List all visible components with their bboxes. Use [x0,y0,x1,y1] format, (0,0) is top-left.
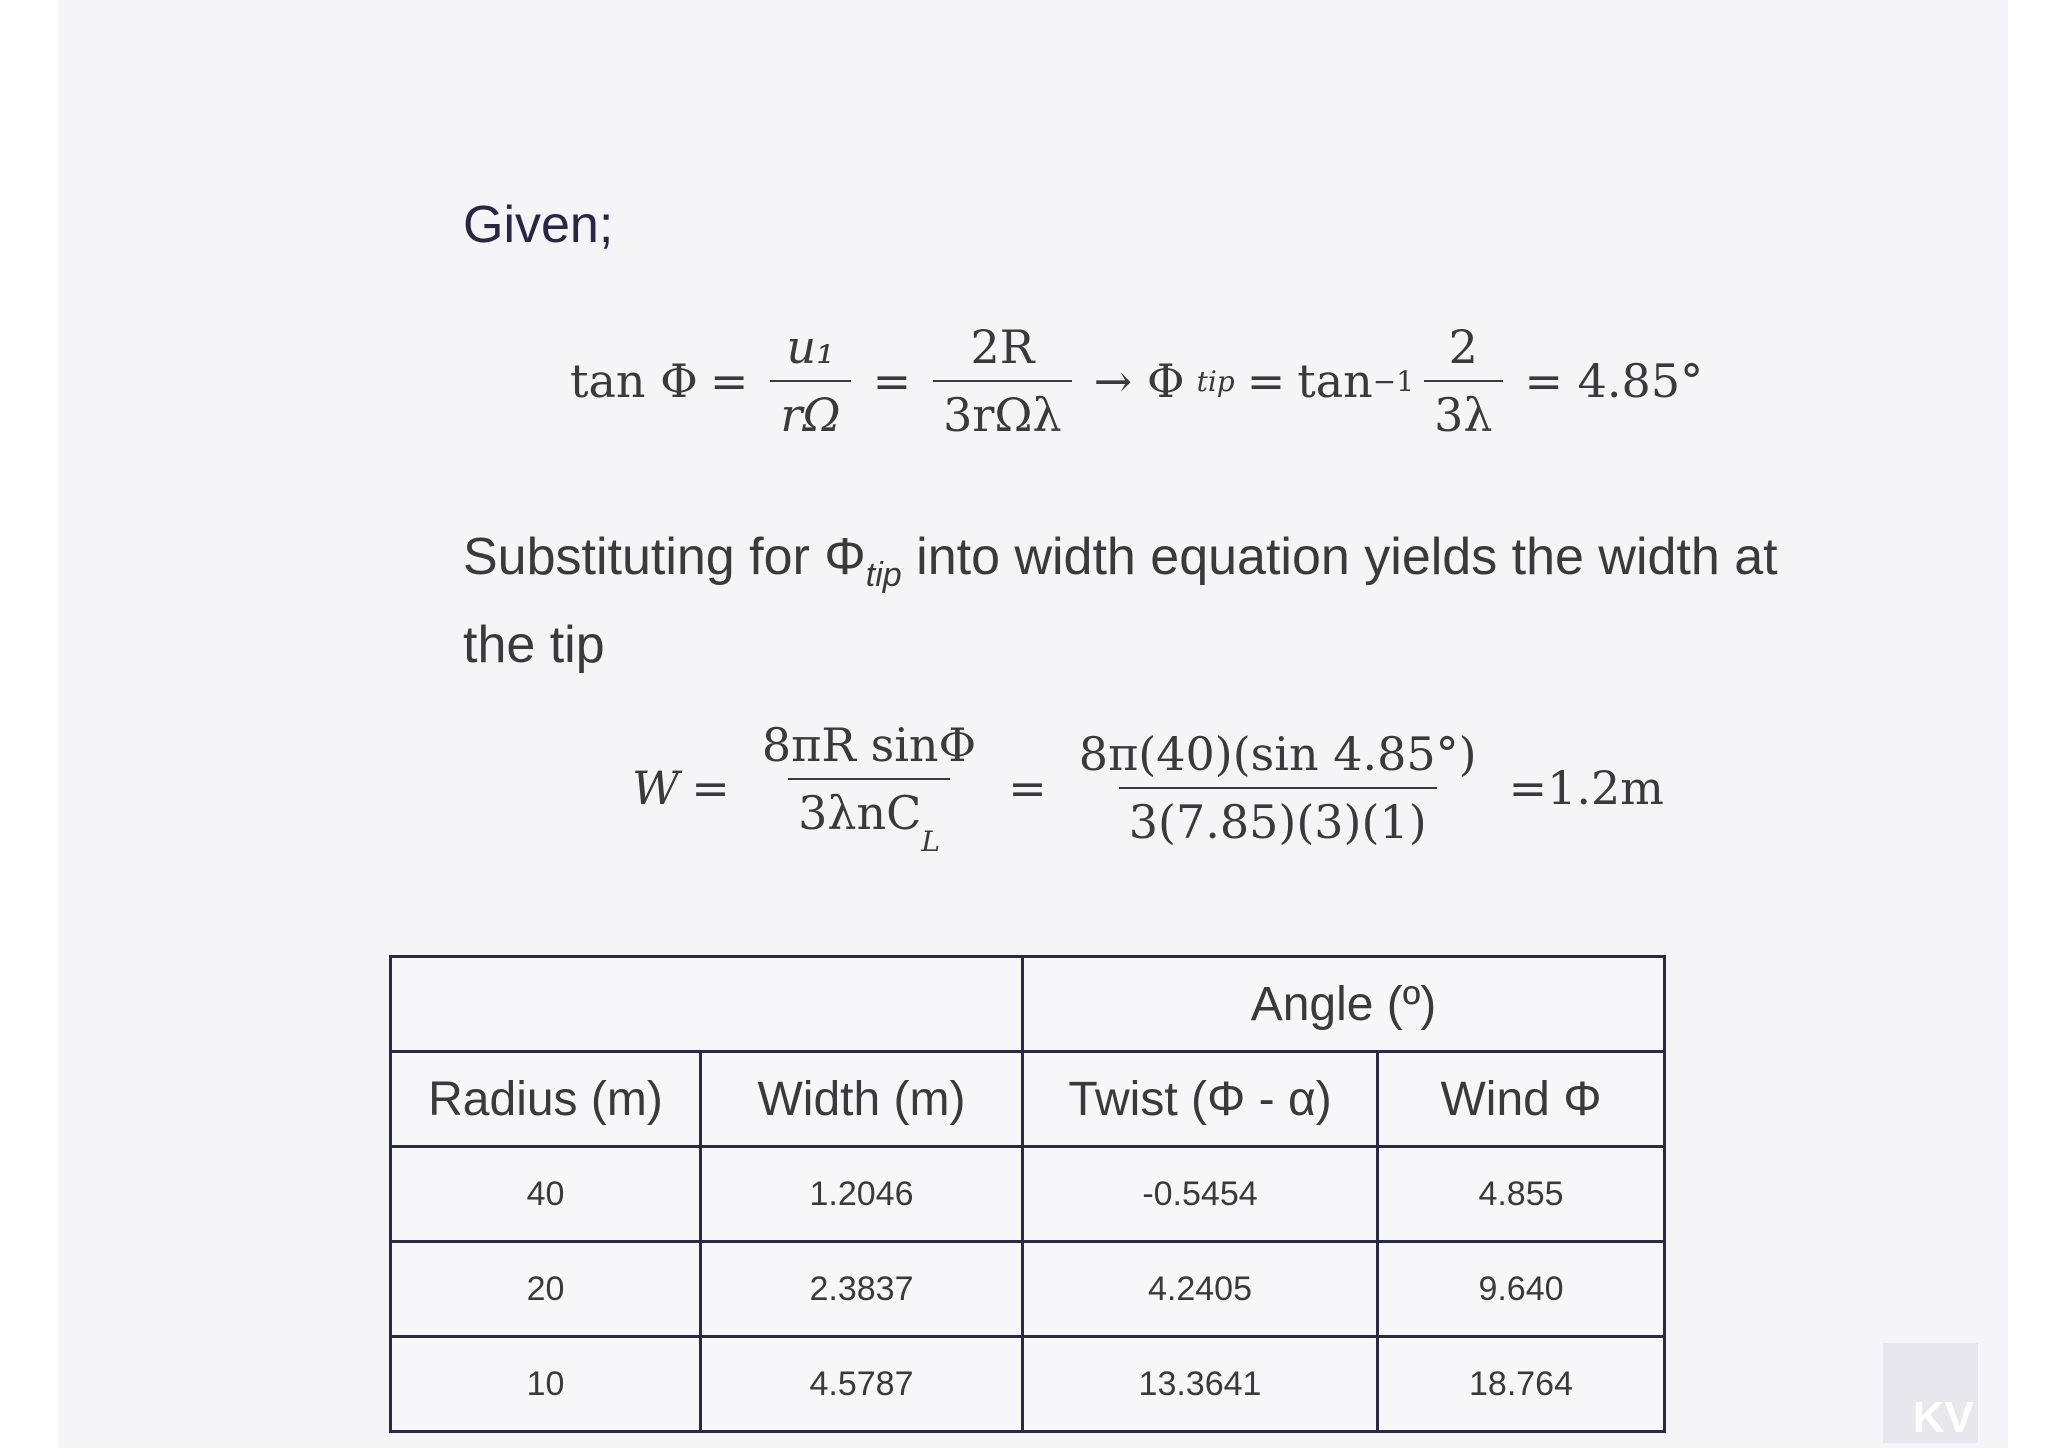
eq2-fraction-1 [752,718,986,858]
table-group-header-row [391,957,1665,1052]
table-cell: 4.855 [1378,1147,1665,1242]
eq1-fraction-1 [770,320,850,442]
eq1-fraction-3 [1424,320,1502,442]
eq2-f1-denominator-sub: L [921,825,940,858]
eq1-result: = 4.85° [1524,354,1704,408]
eq2-f1-denominator: 3λnC [798,786,922,840]
table-header-width: Width (m) [701,1052,1023,1147]
table-cell: 1.2046 [701,1147,1023,1242]
table-row [391,1147,1665,1242]
eq1-arrow-phi: → Φ [1093,354,1185,408]
eq1-f2-numerator: 2R [970,320,1035,374]
eq2-f2-numerator: 8π(40)(sin 4.85°) [1078,727,1477,781]
paragraph-before: Substituting for Φ [463,528,866,586]
eq1-f3-denominator: 3λ [1424,380,1502,442]
eq1-inverse-exponent: −1 [1372,364,1415,398]
table-angle-header: Angle (º) [1023,957,1665,1052]
eq2-result: =1.2m [1508,761,1664,815]
eq1-f1-numerator: u₁ [786,320,835,374]
table-header-radius: Radius (m) [391,1052,701,1147]
eq2-equals-2: = [1008,761,1047,815]
table-cell: 13.3641 [1023,1337,1378,1432]
table-column-header-row [391,1052,1665,1147]
table-cell: -0.5454 [1023,1147,1378,1242]
table-cell: 10 [391,1337,701,1432]
eq1-lhs: tan Φ [570,354,698,408]
table-header-twist: Twist (Φ - α) [1023,1052,1378,1147]
table-empty-header-cell [391,957,1023,1052]
eq2-f1-denominator-wrap [788,778,950,858]
table-row [391,1337,1665,1432]
eq2-lhs: W [632,761,680,815]
eq2-f2-denominator: 3(7.85)(3)(1) [1119,787,1437,849]
table-cell: 9.640 [1378,1242,1665,1337]
eq1-tan: tan [1297,354,1373,408]
eq2-f1-numerator: 8πR sinΦ [761,718,977,772]
given-heading: Given; [463,196,614,254]
table-cell: 4.2405 [1023,1242,1378,1337]
eq2-fraction-2 [1069,727,1487,849]
table-cell: 40 [391,1147,701,1242]
eq1-equals-2: = [872,354,912,408]
eq1-fraction-2 [933,320,1072,442]
blade-data-table [389,955,1666,1433]
eq1-f3-numerator: 2 [1448,320,1478,374]
substitution-paragraph [463,522,1843,680]
width-equation [632,718,1676,858]
table-cell: 20 [391,1242,701,1337]
kv-logo [1883,1343,1978,1443]
eq1-equals-1: = [709,354,749,408]
eq1-f2-denominator: 3rΩλ [933,380,1072,442]
eq1-equals-3: = [1246,354,1286,408]
eq1-f1-denominator: rΩ [770,380,850,442]
table-cell: 18.764 [1378,1337,1665,1432]
table-row [391,1242,1665,1337]
kv-logo-text: KV [1912,1393,1974,1442]
table-cell: 4.5787 [701,1337,1023,1432]
table-header-wind: Wind Φ [1378,1052,1665,1147]
eq1-phi-subscript: tip [1196,364,1235,398]
eq2-equals-1: = [691,761,730,815]
paragraph-after: into width equation yields the width at the tip [463,528,1778,674]
tip-angle-equation [570,320,1715,442]
paragraph-subscript: tip [865,556,902,594]
table-cell: 2.3837 [701,1242,1023,1337]
